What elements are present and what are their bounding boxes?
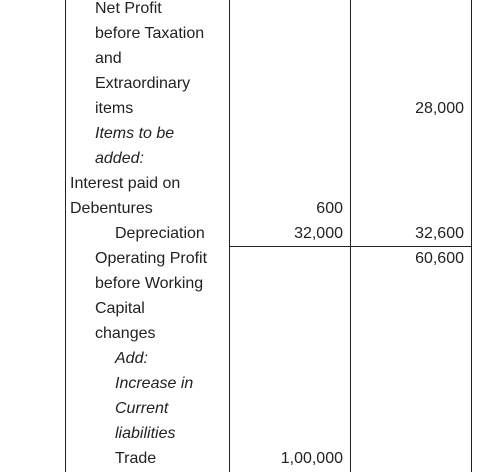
particulars-line: and [95, 50, 122, 67]
particulars-line: Net Profit [95, 0, 162, 17]
particulars-line: before Working [95, 275, 204, 292]
particulars-line: items [95, 100, 134, 117]
net-profit-amount: 28,000 [415, 100, 464, 117]
particulars-line: Capital [95, 300, 145, 317]
interest-amount: 600 [316, 200, 343, 217]
left-border [65, 0, 66, 472]
section-heading: Items to be [95, 125, 175, 142]
section-heading: added: [95, 150, 144, 167]
particulars-line: Debentures [70, 200, 153, 217]
section-heading: Current [115, 400, 169, 417]
particulars-line: Operating Profit [95, 250, 208, 267]
particulars-line: before Taxation [95, 25, 205, 42]
depreciation-label: Depreciation [115, 225, 205, 242]
trade-label: Trade [115, 450, 157, 467]
col-divider-2 [350, 0, 351, 472]
depreciation-amount: 32,000 [294, 225, 343, 242]
col-divider-1 [229, 0, 230, 472]
particulars-line: changes [95, 325, 156, 342]
section-heading: Increase in [115, 375, 194, 392]
added-total-amount: 32,600 [415, 225, 464, 242]
trade-amount: 1,00,000 [280, 450, 343, 467]
section-heading: liabilities [115, 425, 176, 442]
section-heading: Add: [115, 350, 148, 367]
operating-profit-amount: 60,600 [415, 250, 464, 267]
particulars-line: Extraordinary [95, 75, 191, 92]
particulars-line: Interest paid on [70, 175, 181, 192]
right-border [471, 0, 472, 472]
